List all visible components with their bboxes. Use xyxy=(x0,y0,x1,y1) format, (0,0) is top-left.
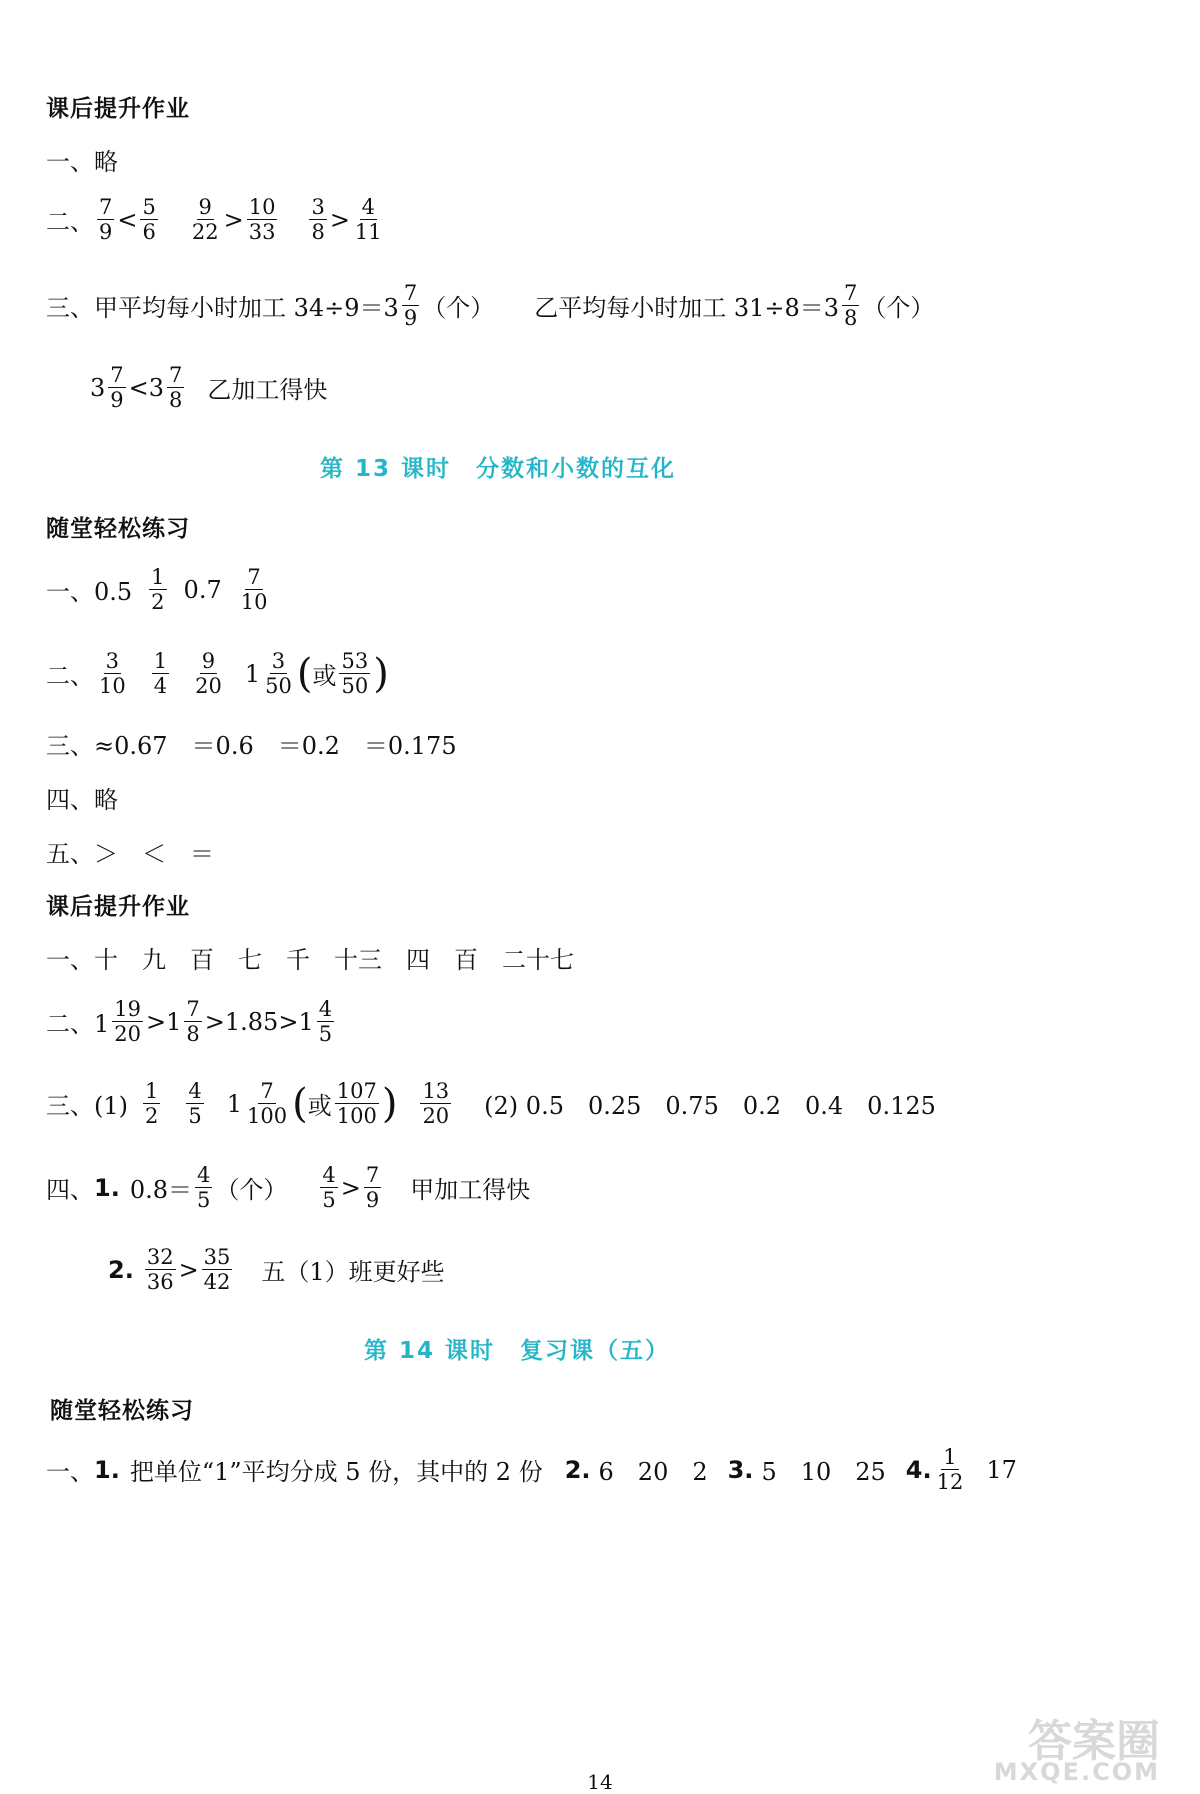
heading-homework: 课后提升作业 xyxy=(46,894,190,920)
answer-line: 五、＞ ＜ ＝ xyxy=(46,840,214,868)
answer-line: 3 $\frac{7}{9}$ <3 $\frac{7}{8}$ 乙加工得快 xyxy=(90,363,328,413)
answer-line: 二、 $\frac{3}{10}$ $\frac{1}{4}$ $\frac{9}{20}$ 1 $\frac{3}{50}$ ( 或 $\frac{53}{50}$ ) xyxy=(46,649,389,699)
answer-line: 一、 1. 把单位“1”平均分成 5 份，其中的 2 份 2. 6 20 2 3. 5 10 25 4. $\frac{1}{12}$ 17 xyxy=(46,1445,1017,1495)
answer-line: 三、甲平均每小时加工 34÷9＝3 $\frac{7}{9}$ （个） 乙平均每小时加工 31÷8＝3 $\frac{7}{8}$ （个） xyxy=(46,281,935,331)
answer-line: 三、≈0.67 ＝0.6 ＝0.2 ＝0.175 xyxy=(46,732,457,760)
section-title: 第 14 课时 复习课（五） xyxy=(364,1338,671,1364)
answer-line: 二、 $\frac{7}{9}$ < $\frac{5}{6}$ $\frac{9}{22}$ > $\frac{10}{33}$ $\frac{3}{8}$ > $\frac{4}{11}$ xyxy=(46,195,382,245)
answer-line: 一、十 九 百 七 千 十三 四 百 二十七 xyxy=(46,946,574,974)
answer-line: 四、 1. 0.8＝ $\frac{4}{5}$ （个） $\frac{4}{5}$ > $\frac{7}{9}$ 甲加工得快 xyxy=(46,1163,531,1213)
answer-line: 2. $\frac{32}{36}$ > $\frac{35}{42}$ 五（1）班更好些 xyxy=(108,1245,445,1295)
answer-line: 三、(1) $\frac{1}{2}$ $\frac{4}{5}$ 1 $\frac{7}{100}$ ( 或 $\frac{107}{100}$ ) $\frac{13}{20}$ (2) 0.5 0.25 0.75 0.2 0.4 0.125 xyxy=(46,1079,936,1129)
watermark-url: MXQE.COM xyxy=(993,1758,1160,1786)
answer-line: 四、略 xyxy=(46,786,118,814)
section-title: 第 13 课时 分数和小数的互化 xyxy=(320,456,677,482)
answer-line: 一、略 xyxy=(46,148,118,176)
answer-line: 二、1 $\frac{19}{20}$ >1 $\frac{7}{8}$ >1.85>1 $\frac{4}{5}$ xyxy=(46,997,333,1047)
page-number: 14 xyxy=(587,1770,613,1794)
watermark-logo: 答案圈 xyxy=(1028,1716,1160,1767)
heading-homework: 课后提升作业 xyxy=(46,96,190,122)
answer-line: 一、0.5 $\frac{1}{2}$ 0.7 $\frac{7}{10}$ xyxy=(46,565,268,615)
heading-practice: 随堂轻松练习 xyxy=(50,1398,194,1424)
heading-practice: 随堂轻松练习 xyxy=(46,516,190,542)
